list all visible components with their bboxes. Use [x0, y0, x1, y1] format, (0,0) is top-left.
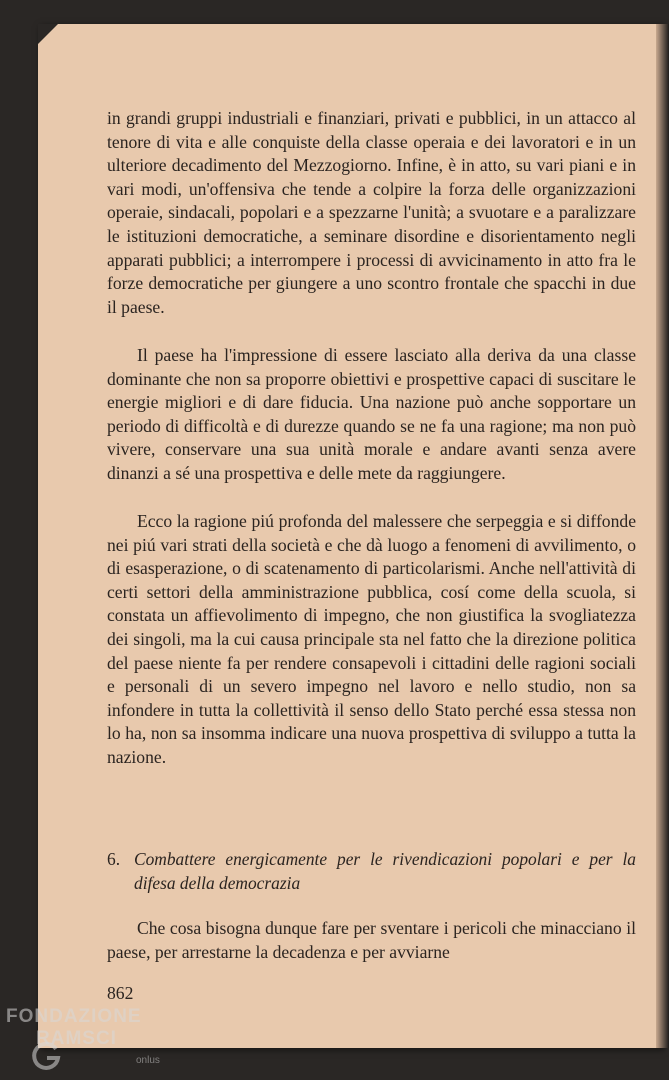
page-number: 862 — [107, 983, 134, 1003]
section-heading — [107, 848, 636, 895]
watermark-line1: FONDAZIONE — [6, 1006, 142, 1027]
paragraph-3-text: Ecco la ragione piú profonda del malessere che serpeggia e si diffonde nei piú vari strati della società e che dà luogo a fenomeni di avvilimento, o di esasperazione, o di scatenamento di particolarismi. Anche nell'attività di certi settori della amministrazione pubblica, cosí come della scuola, si constata un affievolimento di impegno, che non giustifica la svogliatezza dei singoli, ma la cui causa principale sta nel fatto che la direzione politica del paese niente fa per rendere consapevoli i cittadini delle ragioni sociali e personali di un severo impegno nel lavoro e nello studio, non sa infondere in tutta la collettività il senso dello Stato perché essa stessa non lo ha, non sa insomma indicare una nuova prospettiva di sviluppo a tutta la nazione. — [107, 511, 636, 767]
section-title: Combattere energicamente per le rivendicazioni popolari e per la difesa della democrazia — [134, 849, 636, 893]
paragraph-2 — [107, 344, 636, 486]
watermark-suffix: onlus — [136, 1055, 160, 1066]
section-number: 6. — [107, 849, 121, 869]
watermark-line2: RAMSCI — [36, 1028, 117, 1049]
page-edge-shadow — [656, 24, 669, 1048]
paragraph-4-text: Che cosa bisogna dunque fare per sventare i pericoli che minacciano il paese, per arrestarne la decadenza e per avviarne — [107, 918, 636, 962]
paragraph-1-text: in grandi gruppi industriali e finanziari, privati e pubblici, in un attacco al tenore di vita e alle conquiste della classe operaia e dei lavoratori e in un ulteriore decadimento del Mezzogiorno. Infine, è in atto, su vari piani e in vari modi, un'offensiva che tende a colpire la forza delle organizzazioni operaie, sindacali, popolari e a spezzarne l'unità; a svuotare e a paralizzare le istituzioni democratiche, a seminare disordine e disorientamento negli apparati pubblici; a interrompere i processi di avvicinamento in atto fra le forze democratiche per giungere a uno scontro frontale che spacchi in due il paese. — [107, 108, 636, 317]
watermark-logo — [6, 1006, 142, 1050]
watermark-g-icon — [30, 1040, 62, 1072]
paragraph-2-text: Il paese ha l'impressione di essere lasciato alla deriva da una classe dominante che non sa proporre obiettivi e prospettive capaci di suscitare le energie migliori e di dare fiducia. Una nazione può anche sopportare un periodo di difficoltà e di durezze quando se ne fa una ragione; ma non può vivere, conservare una sua unità morale e andare avanti senza avere dinanzi a sé una prospettiva e delle mete da raggiungere. — [107, 345, 636, 483]
paragraph-4 — [107, 917, 636, 964]
paragraph-3 — [107, 510, 636, 770]
page-corner — [38, 24, 58, 44]
paragraph-1 — [107, 107, 636, 319]
